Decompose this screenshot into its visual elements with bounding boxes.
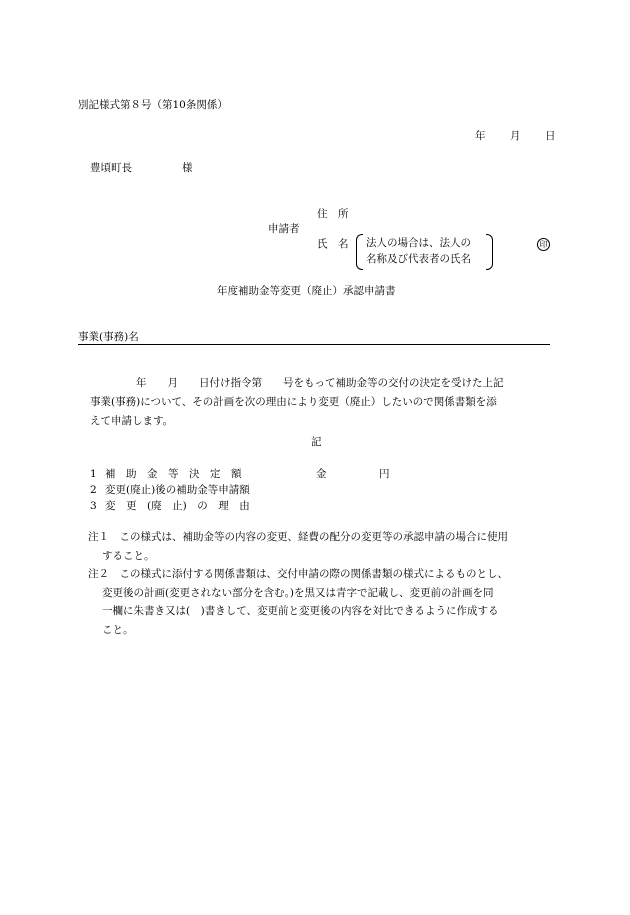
address-label: 住 所 bbox=[317, 208, 349, 220]
ki-heading: 記 bbox=[311, 436, 322, 448]
item-1-label: 補 助 金 等 決 定 額 bbox=[105, 468, 242, 480]
right-bracket bbox=[486, 234, 493, 270]
document-title: 年度補助金等変更（廃止）承認申請書 bbox=[217, 285, 396, 297]
note-1-line2: すること。 bbox=[102, 549, 155, 562]
body-paragraph bbox=[90, 374, 504, 431]
date-day-label: 日 bbox=[545, 130, 556, 142]
item-1-value: 金 円 bbox=[316, 468, 390, 480]
applicant-label: 申請者 bbox=[268, 223, 300, 235]
note-2-line2: 変更後の計画(変更されない部分を含む。)を黒又は青字で記載し、変更前の計画を同 bbox=[102, 586, 494, 599]
note-1 bbox=[88, 528, 508, 565]
body-line-1: 年 月 日付け指令第 号をもって補助金等の交付の決定を受けた上記 bbox=[136, 377, 504, 389]
addressee-name: 豊頃町長 bbox=[90, 162, 132, 174]
project-name-underline bbox=[78, 344, 550, 345]
note-2 bbox=[88, 565, 508, 639]
item-2-number: 2 bbox=[90, 484, 97, 496]
date-month-label: 月 bbox=[510, 130, 521, 142]
body-line-2: 事業(事務)について、その計画を次の理由により変更（廃止）したいので関係書類を添 bbox=[90, 396, 497, 408]
corp-note-line1: 法人の場合は、法人の bbox=[366, 237, 471, 249]
note-1-line1: この様式は、補助金等の内容の変更、経費の配分の変更等の承認申請の場合に使用 bbox=[119, 531, 508, 543]
note-2-line1: この様式に添付する関係書類は、交付申請の際の関係書類の様式によるものとし、 bbox=[119, 568, 508, 580]
body-line-3: えて申請します。 bbox=[90, 415, 174, 427]
seal-mark: 印 bbox=[537, 238, 550, 251]
notes-section bbox=[88, 528, 508, 639]
name-label: 氏 名 bbox=[317, 238, 349, 250]
note-1-label: 注１ bbox=[88, 531, 109, 543]
note-2-line4: こと。 bbox=[102, 623, 134, 636]
item-3-number: 3 bbox=[90, 500, 97, 512]
left-bracket bbox=[356, 234, 363, 270]
item-1-number: 1 bbox=[90, 468, 97, 480]
note-2-label: 注２ bbox=[88, 568, 109, 580]
form-reference: 別記様式第８号（第10条関係） bbox=[78, 99, 228, 111]
addressee-honorific: 様 bbox=[182, 162, 193, 174]
item-2-label: 変更(廃止)後の補助金等申請額 bbox=[105, 484, 250, 496]
item-3-label: 変 更 (廃 止) の 理 由 bbox=[105, 500, 250, 512]
corp-note-line2: 名称及び代表者の氏名 bbox=[366, 253, 471, 265]
note-2-line3: 一欄に朱書き又は( )書きして、変更前と変更後の内容を対比できるように作成する bbox=[102, 605, 499, 617]
project-name-label: 事業(事務)名 bbox=[78, 331, 139, 343]
date-year-label: 年 bbox=[475, 130, 486, 142]
